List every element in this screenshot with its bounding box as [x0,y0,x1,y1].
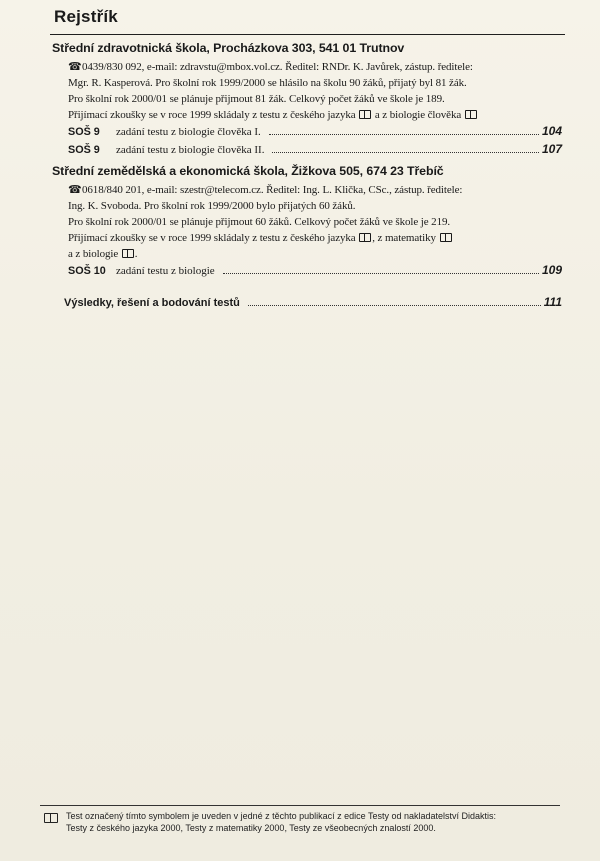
school-entry-trutnov [52,40,562,159]
footer-divider [40,805,560,806]
info-line: Pro školní rok 2000/01 se plánuje přijmout 81 žák. Celkový počet žáků ve škole je 189. [68,93,445,105]
dot-leader [248,305,541,306]
footer-line-1: Test označený tímto symbolem je uveden v jedné z těchto publikací z edice Testy od nakladatelství Didaktis: [66,811,497,821]
results-label: Výsledky, řešení a bodování testů [64,297,240,309]
test-title: zadání testu z biologie člověka I. [116,126,261,138]
info-line: Přijímací zkoušky se v roce 1999 skládaly z testu z českého jazyka a z biologie člověka [68,107,562,123]
page-number: 109 [541,263,562,277]
footer-note [44,810,559,834]
phone-icon: ☎ [68,184,82,196]
info-line: ☎0439/830 092, e-mail: zdravstu@mbox.vol.cz. Ředitel: RNDr. K. Javůrek, zástup. ředitele: [68,61,473,73]
info-line: Mgr. R. Kasperová. Pro školní rok 1999/2000 se hlásilo na školu 90 žáků, přijatý byl 81 žák. [68,77,467,89]
test-entry[interactable] [52,141,562,159]
school-info [52,59,562,123]
info-line: a z biologie . [68,248,138,260]
page-title: Rejstřík [54,7,118,26]
page-number: 104 [541,124,562,138]
dot-leader [272,152,539,153]
test-entry[interactable] [52,262,562,280]
info-line: Přijímací zkoušky se v roce 1999 skládaly z testu z českého jazyka , z matematiky [68,230,562,246]
results-entry[interactable] [52,294,562,312]
footer-line-2: Testy z českého jazyka 2000, Testy z matematiky 2000, Testy ze všeobecných znalostí 2000. [66,823,436,833]
test-title: zadání testu z biologie [116,265,215,277]
book-icon [359,110,371,119]
test-code: SOŠ 9 [68,144,100,156]
book-icon [465,110,477,119]
book-icon [359,233,371,242]
book-icon [122,249,134,258]
phone-icon: ☎ [68,61,82,73]
school-entry-trebic [52,163,562,280]
dot-leader [223,273,539,274]
school-name: Střední zemědělská a ekonomická škola, Žižkova 505, 674 23 Třebíč [52,164,444,178]
footer-text [44,810,559,834]
page-header [50,4,565,35]
book-icon [44,813,58,823]
test-entry[interactable] [52,123,562,141]
index-content [52,40,562,312]
info-line: Ing. K. Svoboda. Pro školní rok 1999/2000 bylo přijatých 60 žáků. [68,200,356,212]
dot-leader [269,134,539,135]
school-name: Střední zdravotnická škola, Procházkova 303, 541 01 Trutnov [52,41,405,55]
test-code: SOŠ 10 [68,265,106,277]
page-number: 111 [543,295,562,309]
book-icon [440,233,452,242]
info-line: ☎0618/840 201, e-mail: szestr@telecom.cz. Ředitel: Ing. L. Klička, CSc., zástup. ředitele: [68,184,463,196]
page-number: 107 [541,142,562,156]
info-line: Pro školní rok 2000/01 se plánuje přijmout 60 žáků. Celkový počet žáků ve škole je 219. [68,216,451,228]
test-code: SOŠ 9 [68,126,100,138]
school-info [52,182,562,262]
test-title: zadání testu z biologie člověka II. [116,144,265,156]
